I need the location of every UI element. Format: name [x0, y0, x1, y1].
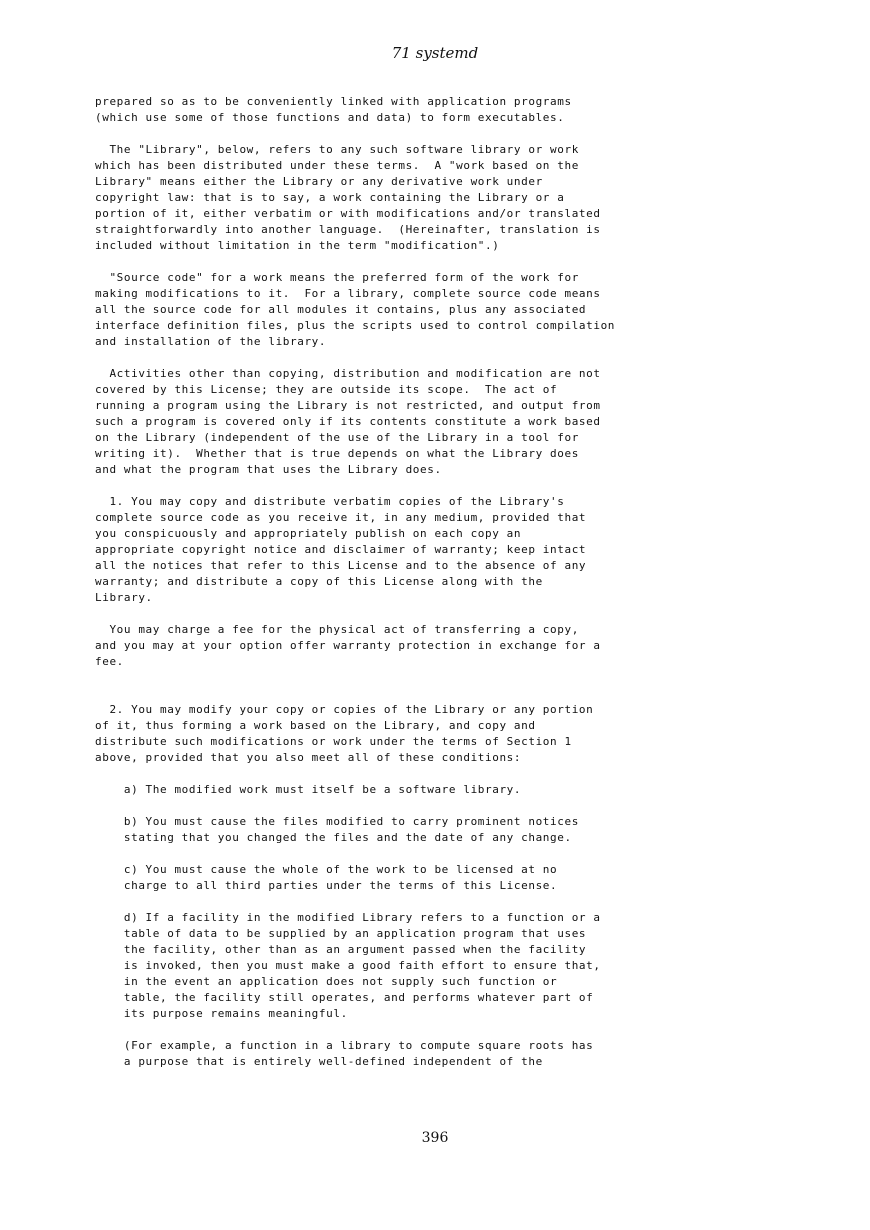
text-line: its purpose remains meaningful.: [95, 1007, 348, 1020]
text-line: the facility, other than as an argument passed when the facility: [95, 943, 587, 956]
text-line: straightforwardly into another language. (Hereinafter, translation is: [95, 223, 601, 236]
text-line: making modifications to it. For a library, complete source code means: [95, 287, 601, 300]
text-line: 1. You may copy and distribute verbatim copies of the Library's: [95, 495, 565, 508]
text-line: stating that you changed the files and the date of any change.: [95, 831, 572, 844]
text-line: all the source code for all modules it contains, plus any associated: [95, 303, 587, 316]
text-line: (For example, a function in a library to compute square roots has: [95, 1039, 594, 1052]
text-line: Library.: [95, 591, 153, 604]
text-line: on the Library (independent of the use of the Library in a tool for: [95, 431, 579, 444]
text-line: (which use some of those functions and data) to form executables.: [95, 111, 565, 124]
text-line: [95, 894, 795, 910]
text-line: all the notices that refer to this License and to the absence of any: [95, 559, 587, 572]
text-line: b) You must cause the files modified to carry prominent notices: [95, 815, 579, 828]
text-line: You may charge a fee for the physical act of transferring a copy,: [95, 623, 579, 636]
text-line: writing it). Whether that is true depends on what the Library does: [95, 447, 579, 460]
text-line: above, provided that you also meet all of these conditions:: [95, 751, 522, 764]
text-line: [95, 798, 795, 814]
text-line: [95, 1022, 795, 1038]
text-line: such a program is covered only if its contents constitute a work based: [95, 415, 601, 428]
text-line: covered by this License; they are outside its scope. The act of: [95, 383, 558, 396]
text-line: [95, 670, 795, 686]
text-line: [95, 126, 795, 142]
text-line: [95, 350, 795, 366]
text-line: The "Library", below, refers to any such software library or work: [95, 143, 579, 156]
text-line: distribute such modifications or work under the terms of Section 1: [95, 735, 572, 748]
text-line: fee.: [95, 655, 124, 668]
text-line: [95, 254, 795, 270]
text-line: Activities other than copying, distribution and modification are not: [95, 367, 601, 380]
text-line: Library" means either the Library or any derivative work under: [95, 175, 543, 188]
text-line: [95, 846, 795, 862]
text-line: prepared so as to be conveniently linked with application programs: [95, 95, 572, 108]
text-line: running a program using the Library is not restricted, and output from: [95, 399, 601, 412]
text-line: portion of it, either verbatim or with modifications and/or translated: [95, 207, 601, 220]
text-line: [95, 478, 795, 494]
text-line: included without limitation in the term "modification".): [95, 239, 500, 252]
running-header: 71 systemd: [391, 44, 479, 62]
text-line: which has been distributed under these terms. A "work based on the: [95, 159, 579, 172]
page-number: 396: [421, 1130, 449, 1146]
text-line: in the event an application does not supply such function or: [95, 975, 558, 988]
text-line: 2. You may modify your copy or copies of the Library or any portion: [95, 703, 594, 716]
text-line: warranty; and distribute a copy of this License along with the: [95, 575, 543, 588]
text-line: d) If a facility in the modified Library refers to a function or a: [95, 911, 601, 924]
license-text: [95, 94, 795, 1070]
text-line: copyright law: that is to say, a work containing the Library or a: [95, 191, 565, 204]
text-line: and you may at your option offer warranty protection in exchange for a: [95, 639, 601, 652]
text-line: table of data to be supplied by an application program that uses: [95, 927, 587, 940]
text-line: complete source code as you receive it, in any medium, provided that: [95, 511, 587, 524]
text-line: c) You must cause the whole of the work to be licensed at no: [95, 863, 558, 876]
text-line: you conspicuously and appropriately publish on each copy an: [95, 527, 522, 540]
text-line: of it, thus forming a work based on the Library, and copy and: [95, 719, 536, 732]
text-line: a) The modified work must itself be a software library.: [95, 783, 522, 796]
text-line: charge to all third parties under the terms of this License.: [95, 879, 558, 892]
text-line: and what the program that uses the Library does.: [95, 463, 442, 476]
text-line: is invoked, then you must make a good faith effort to ensure that,: [95, 959, 601, 972]
text-line: [95, 686, 795, 702]
text-line: interface definition files, plus the scripts used to control compilation: [95, 319, 616, 332]
text-line: "Source code" for a work means the preferred form of the work for: [95, 271, 579, 284]
text-line: a purpose that is entirely well-defined independent of the: [95, 1055, 543, 1068]
text-line: and installation of the library.: [95, 335, 327, 348]
text-line: [95, 766, 795, 782]
text-line: table, the facility still operates, and performs whatever part of: [95, 991, 594, 1004]
text-line: [95, 606, 795, 622]
text-line: appropriate copyright notice and disclaimer of warranty; keep intact: [95, 543, 587, 556]
